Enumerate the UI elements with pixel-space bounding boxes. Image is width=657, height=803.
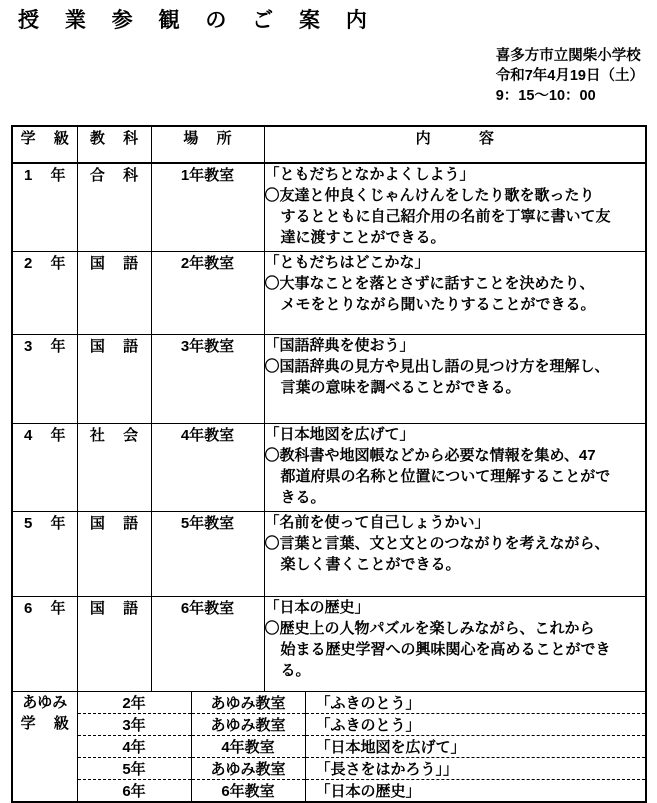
content-line: 大事なことを落とさずに話すことを決めたり、 bbox=[279, 275, 595, 292]
cell-place: 3年教室 bbox=[151, 335, 264, 424]
table-row bbox=[12, 424, 646, 512]
bullet-mark: 〇 bbox=[264, 447, 280, 464]
content-body bbox=[265, 185, 646, 248]
cell-place: あゆみ教室 bbox=[191, 714, 305, 736]
cell-grade: 5年 bbox=[78, 758, 192, 780]
content-title: 「国語辞典を使おう」 bbox=[264, 337, 415, 354]
content-line: 楽しく書くことができる。 bbox=[280, 556, 461, 573]
cell-place: 5年教室 bbox=[151, 512, 264, 597]
bullet-mark: 〇 bbox=[264, 187, 280, 204]
content-line: 歴史上の人物パズルを楽しみながら、これから bbox=[279, 620, 595, 637]
cell-grade: 2年 bbox=[78, 692, 192, 714]
cell-content: 「日本地図を広げて」 bbox=[305, 736, 645, 758]
ayumi-label-line1: あゆみ bbox=[22, 694, 68, 711]
content-title: 「日本地図を広げて」 bbox=[264, 426, 415, 443]
content-title: 「ともだちとなかよくしよう」 bbox=[264, 166, 475, 183]
cell-content bbox=[264, 252, 646, 335]
cell-grade: 1 年 bbox=[12, 163, 77, 252]
content-body bbox=[265, 618, 646, 681]
cell-content bbox=[264, 424, 646, 512]
content-title: 「ともだちはどこかな」 bbox=[264, 254, 430, 271]
cell-content bbox=[264, 597, 646, 692]
ayumi-sub-row bbox=[78, 692, 646, 714]
table-row bbox=[12, 597, 646, 692]
event-time: 9：15～10：00 bbox=[495, 88, 596, 104]
bullet-mark: 〇 bbox=[264, 620, 280, 637]
cell-subject: 国 語 bbox=[77, 252, 151, 335]
cell-grade: 5 年 bbox=[12, 512, 77, 597]
bullet-mark: 〇 bbox=[264, 275, 280, 292]
cell-place: 4年教室 bbox=[191, 736, 305, 758]
bullet-mark: 〇 bbox=[264, 358, 280, 375]
document-meta bbox=[496, 46, 644, 106]
column-header-content: 内 容 bbox=[264, 126, 646, 163]
content-title: 「日本の歴史」 bbox=[264, 599, 370, 616]
cell-place: 6年教室 bbox=[191, 780, 305, 802]
cell-grade: 6 年 bbox=[12, 597, 77, 692]
column-header-place: 場 所 bbox=[151, 126, 264, 163]
cell-ayumi-subtable bbox=[77, 692, 646, 803]
content-body bbox=[265, 356, 646, 398]
cell-grade: 4年 bbox=[78, 736, 192, 758]
table-row bbox=[12, 163, 646, 252]
cell-place: 2年教室 bbox=[151, 252, 264, 335]
cell-subject: 合 科 bbox=[77, 163, 151, 252]
cell-content: 「日本の歴史」 bbox=[315, 783, 421, 800]
content-body bbox=[265, 533, 646, 575]
content-line: 始まる歴史学習への興味関心を高めることができ bbox=[280, 641, 611, 658]
cell-content bbox=[264, 163, 646, 252]
ayumi-sub-row bbox=[78, 736, 646, 758]
content-line: きる。 bbox=[280, 489, 326, 506]
cell-grade: 2 年 bbox=[12, 252, 77, 335]
content-line: 友達と仲良くじゃんけんをしたり歌を歌ったり bbox=[279, 187, 595, 204]
cell-grade: 6年 bbox=[122, 783, 146, 800]
page-title: 授 業 参 観 の ご 案 内 bbox=[18, 9, 377, 32]
ayumi-label-line2: 学 級 bbox=[20, 715, 76, 732]
content-line: するとともに自己紹介用の名前を丁寧に書いて友 bbox=[280, 208, 611, 225]
cell-subject: 国 語 bbox=[77, 597, 151, 692]
bullet-mark: 〇 bbox=[264, 535, 280, 552]
table-row bbox=[12, 335, 646, 424]
cell-content bbox=[264, 512, 646, 597]
cell-grade: 3年 bbox=[78, 714, 192, 736]
content-line: 言葉と言葉、文と文とのつながりを考えながら、 bbox=[279, 535, 610, 552]
content-line: 都道府県の名称と位置について理解することがで bbox=[280, 468, 611, 485]
cell-grade: 4 年 bbox=[12, 424, 77, 512]
school-name: 喜多方市立関柴小学校 bbox=[495, 48, 641, 64]
content-line: 国語辞典の見方や見出し語の見つけ方を理解し、 bbox=[279, 358, 610, 375]
content-line: メモをとりながら聞いたりすることができる。 bbox=[280, 296, 596, 313]
cell-content: 「長さをはかろう」」 bbox=[305, 758, 645, 780]
cell-place: 1年教室 bbox=[151, 163, 264, 252]
cell-subject: 国 語 bbox=[77, 512, 151, 597]
ayumi-sub-table bbox=[78, 692, 646, 801]
cell-subject: 国 語 bbox=[77, 335, 151, 424]
cell-place: 4年教室 bbox=[151, 424, 264, 512]
cell-content: 「ふきのとう」 bbox=[305, 692, 645, 714]
cell-place: あゆみ教室 bbox=[191, 692, 305, 714]
content-line: る。 bbox=[280, 662, 311, 679]
content-line: 教科書や地図帳などから必要な情報を集め、47 bbox=[279, 447, 596, 464]
content-body bbox=[265, 445, 646, 508]
cell-content bbox=[264, 335, 646, 424]
class-visit-schedule-table bbox=[11, 125, 647, 803]
cell-subject: 社 会 bbox=[77, 424, 151, 512]
column-header-subject: 教 科 bbox=[77, 126, 151, 163]
table-row bbox=[12, 252, 646, 335]
content-body bbox=[265, 273, 646, 315]
table-row-ayumi bbox=[12, 692, 646, 803]
table-body bbox=[12, 163, 646, 802]
cell-content: 「ふきのとう」 bbox=[305, 714, 645, 736]
ayumi-sub-row bbox=[78, 758, 646, 780]
cell-place: 6年教室 bbox=[151, 597, 264, 692]
cell-place: あゆみ教室 bbox=[191, 758, 305, 780]
ayumi-sub-row bbox=[78, 714, 646, 736]
ayumi-sub-row bbox=[78, 780, 646, 802]
column-header-grade: 学 級 bbox=[12, 126, 77, 163]
table-header-row bbox=[12, 126, 646, 163]
cell-grade-ayumi bbox=[12, 692, 77, 803]
cell-grade: 3 年 bbox=[12, 335, 77, 424]
content-line: 言葉の意味を調べることができる。 bbox=[280, 379, 521, 396]
content-line: 達に渡すことができる。 bbox=[280, 229, 446, 246]
event-date: 令和7年4月19日（土） bbox=[495, 68, 644, 84]
content-title: 「名前を使って自己しょうかい」 bbox=[264, 514, 490, 531]
table-row bbox=[12, 512, 646, 597]
